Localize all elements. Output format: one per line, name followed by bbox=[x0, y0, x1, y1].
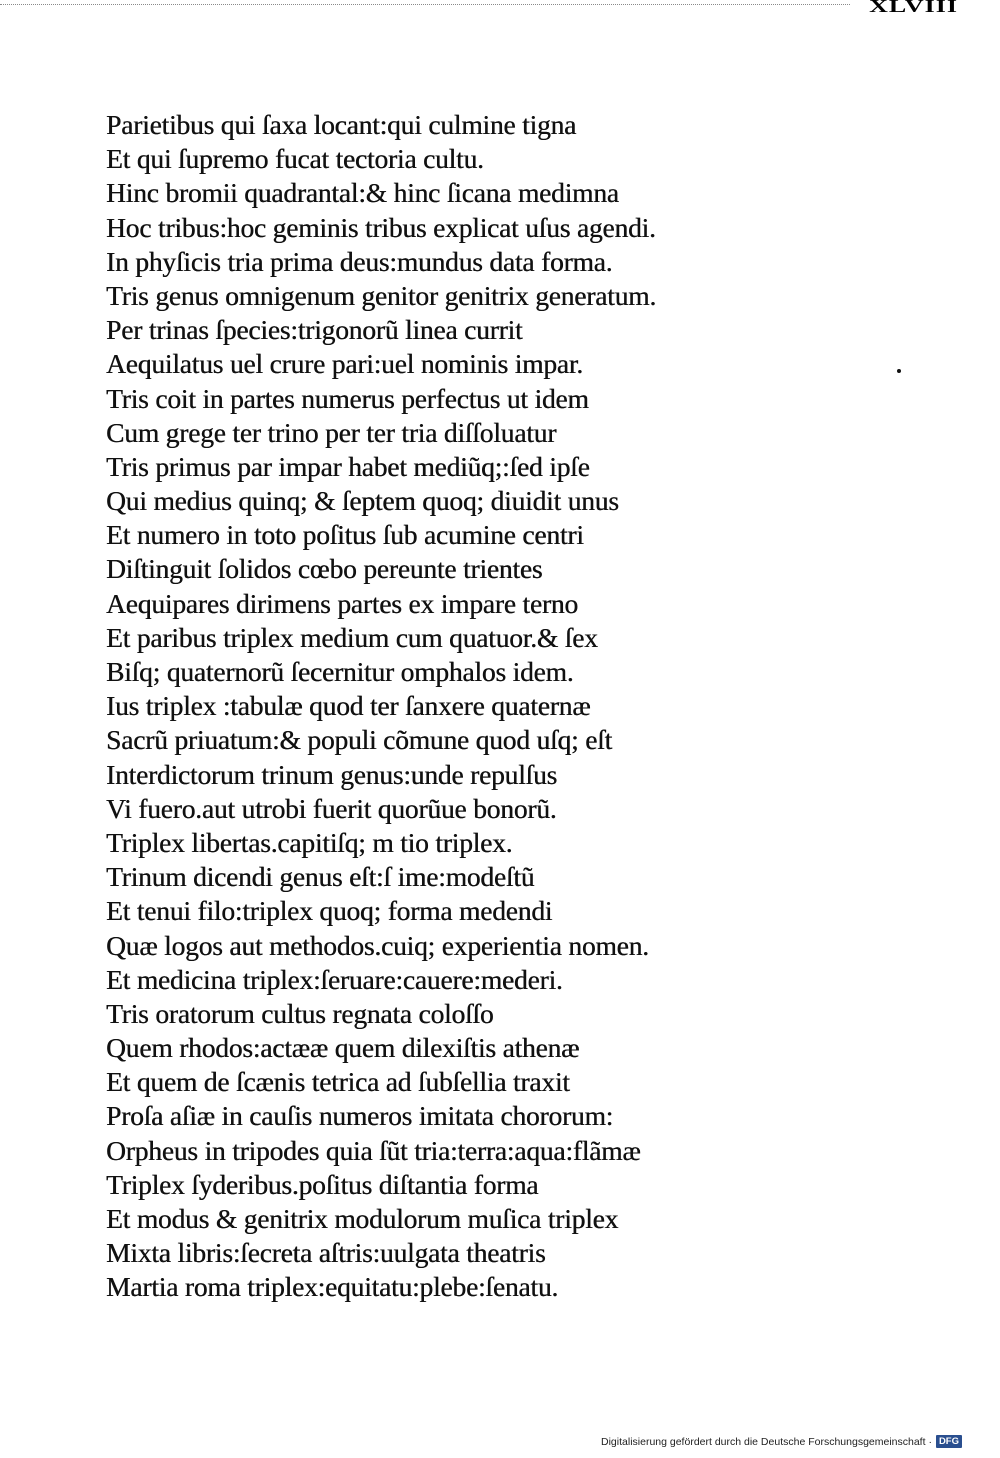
verse-line: Diſtinguit ſolidos cœbo pereunte trientes bbox=[106, 553, 543, 585]
dfg-logo-icon: DFG bbox=[936, 1435, 962, 1448]
ink-speck bbox=[897, 369, 901, 373]
verse-line: Et tenui filo:triplex quoq; forma medendi bbox=[106, 895, 553, 927]
verse-line: Ius triplex :tabulæ quod ter ſanxere quaternæ bbox=[106, 690, 591, 722]
top-dotted-rule bbox=[0, 4, 850, 5]
verse-line: Et numero in toto poſitus ſub acumine centri bbox=[106, 519, 584, 551]
verse-line: Et quem de ſcænis tetrica ad ſubſellia traxit bbox=[106, 1066, 570, 1098]
verse-line: Qui medius quinq; & ſeptem quoq; diuidit unus bbox=[106, 485, 619, 517]
verse-line: Et qui ſupremo fucat tectoria cultu. bbox=[106, 143, 484, 175]
verse-text-block bbox=[106, 108, 826, 1305]
verse-line: Interdictorum trinum genus:unde repulſus bbox=[106, 758, 558, 790]
verse-line: Biſq; quaternorũ ſecernitur omphalos idem. bbox=[106, 656, 574, 687]
verse-line: Tris oratorum cultus regnata coloſſo bbox=[106, 997, 494, 1029]
verse-line: In phyſicis tria prima deus:mundus data forma. bbox=[106, 245, 613, 277]
verse-line: Trinum dicendi genus eſt:ſ ime:modeſtũ bbox=[106, 861, 535, 893]
verse-line: Et paribus triplex medium cum quatuor.& ſex bbox=[106, 621, 598, 653]
verse-line: Et medicina triplex:ſeruare:cauere:mederi. bbox=[106, 963, 563, 995]
verse-line: Tris coit in partes numerus perfectus ut idem bbox=[106, 382, 589, 414]
verse-line: Martia roma triplex:equitatu:plebe:ſenatu. bbox=[106, 1271, 559, 1303]
verse-line: Per trinas ſpecies:trigonorũ linea currit bbox=[106, 314, 523, 346]
verse-line: Et modus & genitrix modulorum muſica triplex bbox=[106, 1203, 619, 1234]
verse-line: Aequipares dirimens partes ex impare terno bbox=[106, 587, 578, 619]
verse-line: Orpheus in tripodes quia ſũt tria:terra:aqua:flãmæ bbox=[106, 1134, 641, 1166]
verse-line: Triplex ſyderibus.poſitus diſtantia forma bbox=[106, 1168, 539, 1200]
folio-number: XLVIII bbox=[869, 0, 958, 17]
verse-line: Hinc bromii quadrantal:& hinc ſicana medimna bbox=[106, 177, 619, 209]
verse-line: Proſa aſiæ in cauſis numeros imitata chororum: bbox=[106, 1100, 614, 1132]
credit-text: Digitalisierung gefördert durch die Deutsche Forschungsgemeinschaft · bbox=[601, 1435, 932, 1448]
verse-line: Quem rhodos:actææ quem dilexiſtis athenæ bbox=[106, 1032, 580, 1064]
verse-line: Parietibus qui ſaxa locant:qui culmine tigna bbox=[106, 109, 577, 140]
verse-line: Tris genus omnigenum genitor genitrix generatum. bbox=[106, 279, 657, 311]
verse-line: Quæ logos aut methodos.cuiq; experientia nomen. bbox=[106, 929, 649, 961]
verse-line: Aequilatus uel crure pari:uel nominis impar. bbox=[106, 348, 583, 380]
verse-line: Tris primus par impar habet mediũq;:ſed ipſe bbox=[106, 450, 590, 482]
verse-line: Hoc tribus:hoc geminis tribus explicat uſus agendi. bbox=[106, 211, 656, 243]
verse-line: Mixta libris:ſecreta aſtris:uulgata theatris bbox=[106, 1237, 546, 1269]
verse-line: Vi fuero.aut utrobi fuerit quorũue bonorũ. bbox=[106, 792, 557, 824]
verse-line: Cum grege ter trino per ter tria diſſoluatur bbox=[106, 416, 557, 448]
verse-line: Triplex libertas.capitiſq; m tio triplex. bbox=[106, 826, 513, 858]
verse-line: Sacrũ priuatum:& populi cõmune quod uſq; eſt bbox=[106, 724, 612, 756]
digitization-credit bbox=[601, 1435, 962, 1448]
